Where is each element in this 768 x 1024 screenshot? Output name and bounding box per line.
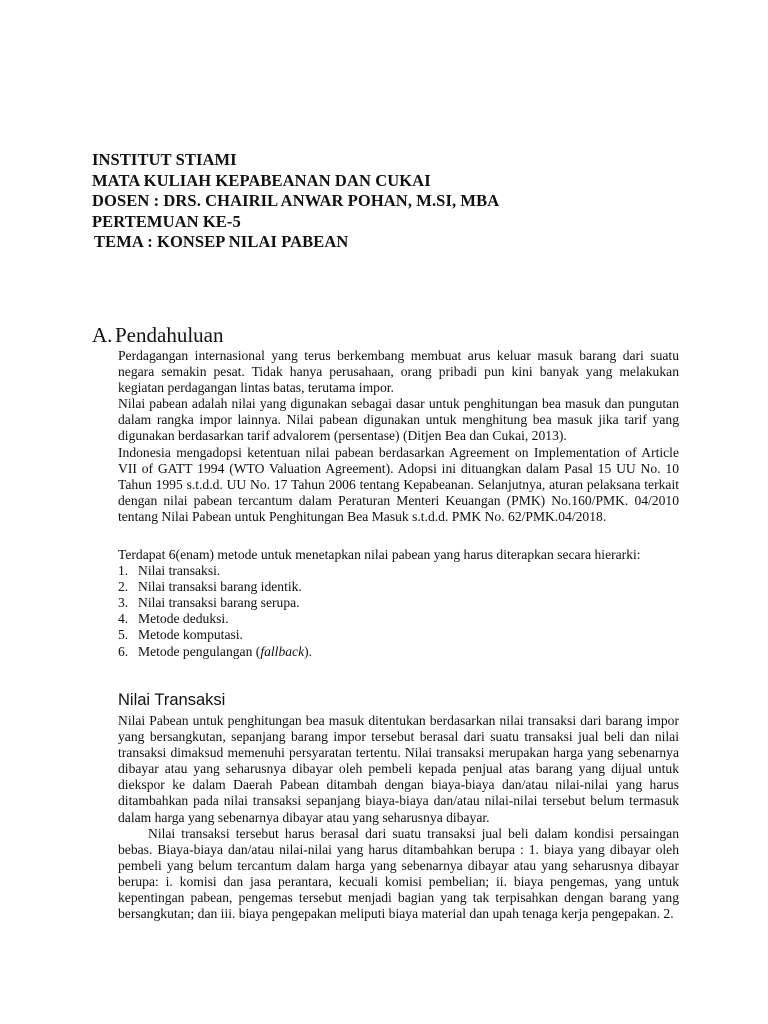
section-heading-pendahuluan <box>92 322 223 348</box>
list-number: 6. <box>118 643 129 659</box>
list-number: 4. <box>118 611 129 627</box>
paragraph: Nilai pabean adalah nilai yang digunakan sebagai dasar untuk penghitungan bea masuk dan pungutan dalam rangka impor lainnya. Nilai pabean digunakan untuk menghitung bea masuk jika tarif yang digunakan berdasarkan tarif advalorem (persentase) (Ditjen Bea dan Cukai, 2013). <box>118 396 679 444</box>
list-item <box>118 644 679 660</box>
nilai-transaksi-body <box>118 713 679 922</box>
list-text-part: ). <box>304 643 313 659</box>
lecturer-line: DOSEN : DRS. CHAIRIL ANWAR POHAN, M.SI, MBA <box>92 191 500 210</box>
subsection-heading-nilai-transaksi: Nilai Transaksi <box>118 691 226 709</box>
list-text: Nilai transaksi barang serupa. <box>138 595 300 611</box>
section-number: A. <box>92 323 113 347</box>
list-text: Nilai transaksi. <box>138 563 221 579</box>
list-text-part: Metode pengulangan ( <box>138 643 261 659</box>
course-title: MATA KULIAH KEPABEANAN DAN CUKAI <box>92 170 431 190</box>
list-item <box>118 627 679 643</box>
list-number: 1. <box>118 563 129 579</box>
paragraph: Nilai transaksi tersebut harus berasal dari suatu transaksi jual beli dalam kondisi persaingan bebas. Biaya-biaya dan/atau nilai-nilai yang harus ditambahkan berupa : 1. biaya yang dibayar oleh pembeli yang belum tercantum dalam harga yang sebenarnya dibayar atau yang seharusnya dibayar berupa: i. komisi dan jasa perantara, kecuali komisi pembelian; ii. biaya pengemas, yang untuk kepentingan pabean, pengemas tersebut menjadi bagian yang tak terpisahkan dengan barang yang bersangkutan; dan iii. biaya pengepakan meliputi biaya material dan upah tenaga kerja pengepakan. 2. <box>118 825 679 922</box>
list-text-italic: fallback <box>260 643 305 659</box>
paragraph: Nilai Pabean untuk penghitungan bea masuk ditentukan berdasarkan nilai transaksi dari barang impor yang bersangkutan, sepanjang barang impor tersebut berasal dari suatu transaksi jual beli dan nilai transaksi dimaksud memenuhi persyaratan tertentu. Nilai transaksi merupakan harga yang sebenarnya dibayar atau yang seharusnya dibayar oleh pembeli kepada penjual atas barang yang dijual untuk diekspor ke dalam Daerah Pabean ditambah dengan biaya-biaya dan/atau nilai-nilai yang harus ditambahkan pada nilai transaksi sepanjang biaya-biaya dan/atau nilai-nilai tersebut belum termasuk dalam harga yang sebenarnya dibayar atau yang seharusnya dibayar. <box>118 713 679 825</box>
document-header <box>92 150 499 253</box>
list-number: 2. <box>118 579 129 595</box>
section-title: Pendahuluan <box>115 323 224 347</box>
list-text: Nilai transaksi barang identik. <box>138 579 302 595</box>
meeting-line: PERTEMUAN KE-5 <box>92 211 241 231</box>
paragraph: Indonesia mengadopsi ketentuan nilai pabean berdasarkan Agreement on Implementation of Article VII of GATT 1994 (WTO Valuation Agreement). Adopsi ini dituangkan dalam Pasal 15 UU No. 10 Tahun 1995 s.t.d.d. UU No. 17 Tahun 2006 tentang Kepabeanan. Selanjutnya, aturan pelaksana terkait dengan nilai pabean tercantum dalam Peraturan Menteri Keuangan (PMK) No.160/PMK. 04/2010 tentang Nilai Pabean untuk Penghitungan Bea Masuk s.t.d.d. PMK No. 62/PMK.04/2018. <box>118 444 679 524</box>
pendahuluan-body <box>118 348 679 525</box>
list-number: 5. <box>118 627 129 643</box>
list-item <box>118 563 679 579</box>
theme-line: TEMA : KONSEP NILAI PABEAN <box>94 232 349 251</box>
institution-name: INSTITUT STIAMI <box>92 150 237 169</box>
list-item <box>118 611 679 627</box>
list-text: Metode deduksi. <box>138 611 229 627</box>
list-item <box>118 579 679 595</box>
list-number: 3. <box>118 595 129 611</box>
list-text: Metode komputasi. <box>138 627 243 643</box>
list-text <box>138 644 312 660</box>
methods-list <box>118 563 679 660</box>
methods-block <box>118 547 679 660</box>
methods-intro: Terdapat 6(enam) metode untuk menetapkan nilai pabean yang harus diterapkan secara hierarki: <box>118 547 641 562</box>
paragraph: Perdagangan internasional yang terus berkembang membuat arus keluar masuk barang dari suatu negara semakin pesat. Tidak hanya perusahaan, orang pribadi pun kini banyak yang melakukan kegiatan perdagangan lintas batas, terutama impor. <box>118 348 679 396</box>
list-item <box>118 595 679 611</box>
